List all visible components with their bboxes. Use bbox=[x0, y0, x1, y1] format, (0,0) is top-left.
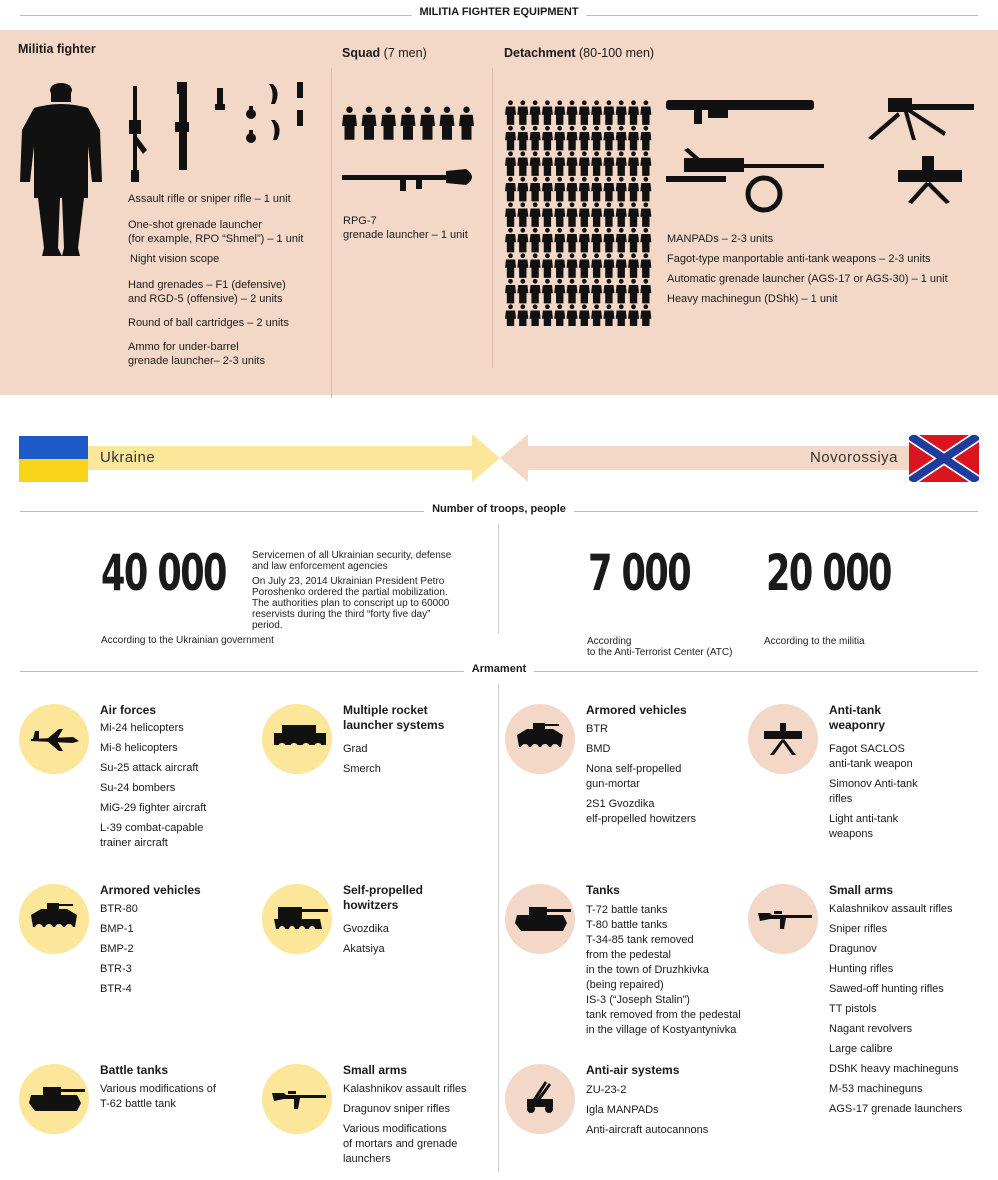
list-item: AGS-17 grenade launchers bbox=[829, 1103, 963, 1115]
novo-antiair-title: Anti-air systems bbox=[586, 1063, 680, 1077]
list-item: Nagant revolvers bbox=[829, 1023, 913, 1035]
list-item: BMP-2 bbox=[100, 943, 134, 955]
rocket-launcher-icon bbox=[270, 719, 330, 759]
list-item: BTR-80 bbox=[100, 903, 138, 915]
list-item: Dragunov bbox=[829, 943, 877, 955]
list-item: Smerch bbox=[343, 763, 381, 775]
list-item: Various modifications of mortars and grenade launchers bbox=[343, 1123, 458, 1165]
howitzers-circle bbox=[262, 884, 332, 954]
mlrs-title: Multiple rocket launcher systems bbox=[343, 703, 445, 732]
detachment-item: Automatic grenade launcher (AGS-17 or AGS-30) – 1 unit bbox=[667, 273, 948, 285]
novo-small-arms-title: Small arms bbox=[829, 883, 894, 897]
list-item: Light anti-tank weapons bbox=[829, 813, 899, 840]
list-item: T-72 battle tanks T-80 battle tanks T-34-85 tank removed from the pedestal in the town of Druzhkivka (being repaired) IS-3 (“Joseph Stalin”) tank removed from the pedestal in the village of Kostyantynivka bbox=[586, 904, 741, 1036]
novo-antitank-circle bbox=[748, 704, 818, 774]
detachment-item: Fagot-type manportable anti-tank weapons – 2-3 units bbox=[667, 253, 931, 265]
detachment-weapons-icons bbox=[664, 98, 984, 213]
panel-divider bbox=[331, 68, 332, 398]
novo-small-arms-list bbox=[829, 902, 962, 1122]
mlrs-list bbox=[343, 742, 381, 782]
armament-header bbox=[20, 663, 978, 677]
mlrs-circle bbox=[262, 704, 332, 774]
list-item: Kalashnikov assault rifles bbox=[829, 903, 953, 915]
aircraft-icon bbox=[27, 719, 81, 759]
novo-antitank-title: Anti-tank weaponry bbox=[829, 703, 886, 732]
tank-icon bbox=[27, 1079, 87, 1119]
novo-antitank-list bbox=[829, 742, 918, 847]
main-title: MILITIA FIGHTER EQUIPMENT bbox=[411, 6, 586, 18]
list-item: BMD bbox=[586, 743, 611, 755]
howitzers-list bbox=[343, 922, 389, 962]
rifle-icon bbox=[756, 899, 816, 939]
fighter-item: Night vision scope bbox=[130, 253, 220, 265]
anti-air-icon bbox=[513, 1079, 567, 1119]
list-item: Su-24 bombers bbox=[100, 782, 176, 794]
troops-divider bbox=[498, 524, 499, 634]
novo-small-arms-circle bbox=[748, 884, 818, 954]
detachment-soldiers-icon bbox=[505, 100, 653, 326]
air-forces-list bbox=[100, 721, 206, 856]
novo-armored-list bbox=[586, 722, 696, 832]
equipment-panel bbox=[0, 30, 998, 395]
detachment-item: Heavy machinegun (DShk) – 1 unit bbox=[667, 293, 838, 305]
fighter-item: Ammo for under-barrel grenade launcher– 2-3 units bbox=[128, 341, 265, 367]
list-item: Large calibre bbox=[829, 1043, 893, 1055]
battle-tanks-title: Battle tanks bbox=[100, 1063, 169, 1077]
rifle-icon bbox=[270, 1079, 330, 1119]
list-item: BTR bbox=[586, 723, 608, 735]
militia-troops-value: 20 000 bbox=[766, 544, 891, 602]
troops-heading: Number of troops, people bbox=[424, 503, 574, 515]
ukraine-flag-icon bbox=[19, 436, 88, 482]
atc-troops-source: According to the Anti-Terrorist Center (ATC) bbox=[587, 636, 733, 658]
novo-tanks-list bbox=[586, 903, 741, 1043]
list-item: Sawed-off hunting rifles bbox=[829, 983, 944, 995]
troops-header bbox=[20, 503, 978, 517]
novorossiya-label: Novorossiya bbox=[809, 449, 898, 466]
howitzer-icon bbox=[270, 899, 330, 939]
list-item: Akatsiya bbox=[343, 943, 385, 955]
list-item: Sniper rifles bbox=[829, 923, 888, 935]
list-item: BTR-3 bbox=[100, 963, 132, 975]
list-item: BTR-4 bbox=[100, 983, 132, 995]
ukraine-troops-note: On July 23, 2014 Ukrainian President Petro Poroshenko ordered the partial mobilization. The authorities plan to conscript up to 60000 reservists during the third “forty five day” period. bbox=[252, 576, 450, 631]
detachment-heading bbox=[504, 46, 654, 60]
armament-heading: Armament bbox=[464, 663, 534, 675]
list-item: Nona self-propelled gun-mortar bbox=[586, 763, 682, 790]
fighter-item: Hand grenades – F1 (defensive) and RGD-5 (offensive) – 2 units bbox=[128, 279, 286, 305]
fighter-item: One-shot grenade launcher (for example, RPO “Shmel”) – 1 unit bbox=[128, 219, 304, 245]
armored-vehicle-icon bbox=[27, 899, 81, 939]
list-item: BMP-1 bbox=[100, 923, 134, 935]
fighter-heading: Militia fighter bbox=[18, 42, 96, 56]
novo-tanks-circle bbox=[505, 884, 575, 954]
main-header bbox=[20, 6, 978, 20]
air-forces-circle bbox=[19, 704, 89, 774]
squad-heading-label: Squad bbox=[342, 46, 381, 60]
list-item: L-39 combat-capable trainer aircraft bbox=[100, 822, 204, 849]
tank-icon bbox=[513, 899, 573, 939]
howitzers-title: Self-propelled howitzers bbox=[343, 883, 424, 912]
armored-vehicle-icon bbox=[513, 719, 567, 759]
detachment-size: (80-100 men) bbox=[575, 46, 655, 60]
armament-divider bbox=[498, 684, 499, 1172]
ukraine-troops-value: 40 000 bbox=[101, 544, 226, 602]
squad-item: RPG-7 grenade launcher – 1 unit bbox=[343, 215, 468, 241]
rpg7-icon bbox=[342, 165, 480, 191]
list-item: Various modifications of T-62 battle tank bbox=[100, 1083, 216, 1110]
ukraine-troops-desc: Servicemen of all Ukrainian security, defense and law enforcement agencies bbox=[252, 550, 452, 572]
ukraine-label: Ukraine bbox=[100, 449, 156, 466]
novo-antiair-list bbox=[586, 1083, 708, 1143]
fighter-silhouette-icon bbox=[18, 82, 104, 260]
militia-troops-source: According to the militia bbox=[764, 636, 865, 647]
anti-tank-icon bbox=[756, 719, 810, 759]
novo-armored-circle bbox=[505, 704, 575, 774]
battle-tanks-list bbox=[100, 1082, 216, 1117]
armored-vehicles-circle bbox=[19, 884, 89, 954]
detachment-item: MANPADs – 2-3 units bbox=[667, 233, 774, 245]
list-item: Mi-8 helicopters bbox=[100, 742, 178, 754]
list-item: M-53 machineguns bbox=[829, 1083, 923, 1095]
list-item: Dragunov sniper rifles bbox=[343, 1103, 450, 1115]
air-forces-title: Air forces bbox=[100, 703, 157, 717]
atc-troops-value: 7 000 bbox=[588, 544, 691, 602]
squad-soldiers-icon bbox=[342, 104, 480, 144]
list-item: Simonov Anti-tank rifles bbox=[829, 778, 918, 805]
small-arms-title: Small arms bbox=[343, 1063, 408, 1077]
panel-divider bbox=[492, 68, 493, 368]
list-item: Kalashnikov assault rifles bbox=[343, 1083, 467, 1095]
list-item: Fagot SACLOS anti-tank weapon bbox=[829, 743, 913, 770]
novo-armored-title: Armored vehicles bbox=[586, 703, 687, 717]
battle-tanks-circle bbox=[19, 1064, 89, 1134]
list-item: 2S1 Gvozdika elf-propelled howitzers bbox=[586, 798, 697, 825]
list-item: TT pistols bbox=[829, 1003, 877, 1015]
list-item: Grad bbox=[343, 743, 368, 755]
squad-heading bbox=[342, 46, 427, 60]
small-arms-circle bbox=[262, 1064, 332, 1134]
novo-antiair-circle bbox=[505, 1064, 575, 1134]
list-item: Hunting rifles bbox=[829, 963, 894, 975]
novo-tanks-title: Tanks bbox=[586, 883, 620, 897]
armored-vehicles-title: Armored vehicles bbox=[100, 883, 201, 897]
sides-banner bbox=[0, 434, 998, 482]
list-item: Gvozdika bbox=[343, 923, 389, 935]
list-item: Mi-24 helicopters bbox=[100, 722, 184, 734]
list-item: Su-25 attack aircraft bbox=[100, 762, 199, 774]
ukraine-troops-source: According to the Ukrainian government bbox=[101, 635, 274, 646]
fighter-item: Round of ball cartridges – 2 units bbox=[128, 317, 289, 329]
fighter-items bbox=[128, 192, 328, 368]
fighter-gear-icons bbox=[125, 80, 315, 190]
fighter-item: Assault rifle or sniper rifle – 1 unit bbox=[128, 193, 291, 205]
list-item: Anti-aircraft autocannons bbox=[586, 1124, 709, 1136]
armored-vehicles-list bbox=[100, 902, 138, 1002]
detachment-items bbox=[667, 232, 987, 306]
list-item: Igla MANPADs bbox=[586, 1104, 659, 1116]
detachment-heading-label: Detachment bbox=[504, 46, 576, 60]
squad-size: (7 men) bbox=[380, 46, 427, 60]
list-item: MiG-29 fighter aircraft bbox=[100, 802, 207, 814]
list-item: ZU-23-2 bbox=[586, 1084, 627, 1096]
small-arms-list bbox=[343, 1082, 467, 1172]
list-item: DShK heavy machineguns bbox=[829, 1063, 959, 1075]
novorossiya-flag-icon bbox=[909, 435, 979, 482]
